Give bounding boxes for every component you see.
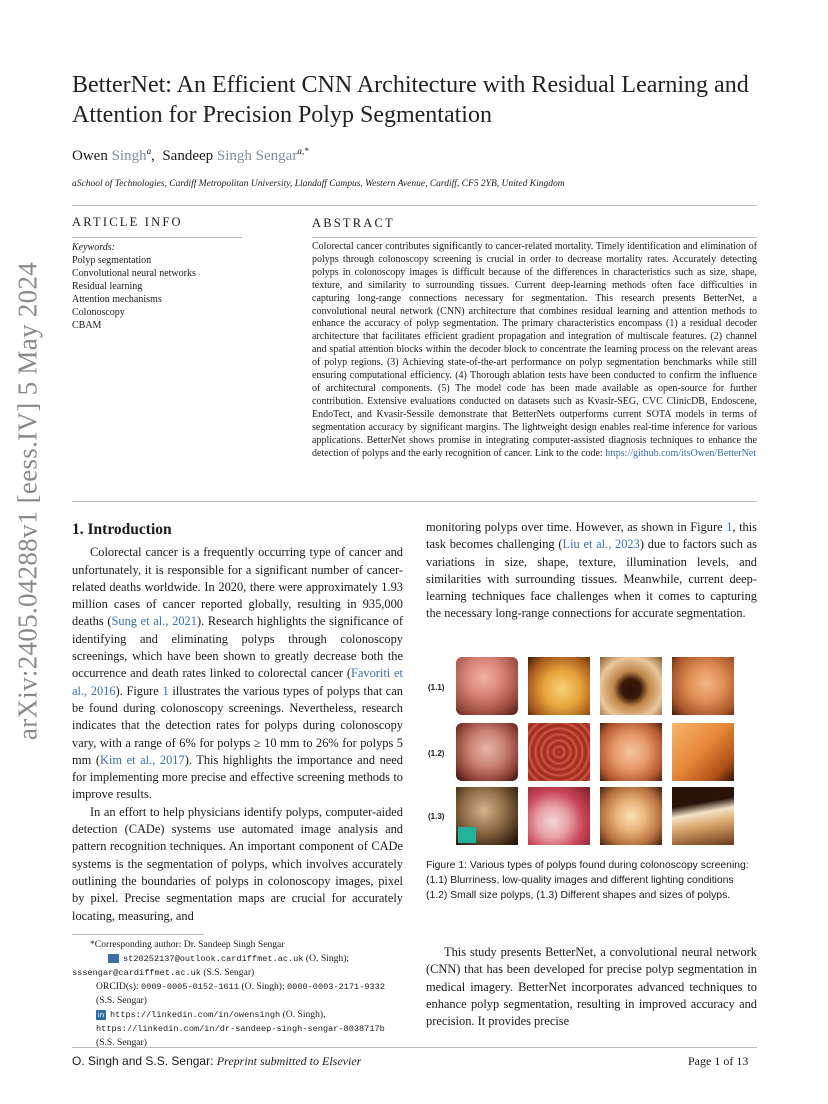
email-sandeep[interactable]: sssengar@cardiffmet.ac.uk [72,968,201,978]
linkedin-sandeep[interactable]: https://linkedin.com/in/dr-sandeep-singh-sengar-8038717b [96,1024,385,1034]
polyp-image-shape-1 [456,787,518,845]
corresponding-author: *Corresponding author: Dr. Sandeep Singh Sengar [90,939,285,950]
email-line: st20252137@outlook.cardiffmet.ac.uk (O. Singh); [72,952,403,966]
email-line-2: sssengar@cardiffmet.ac.uk (S.S. Sengar) [72,967,255,978]
author-list: Owen Singh$^a$, Sandeep Singh Sengar$^{a,*}$ [72,146,309,164]
abstract-heading: ABSTRACT [312,216,395,230]
linkedin-line: in https://linkedin.com/in/owensingh (O. Singh), https://linkedin.com/in/dr-sandeep-singh-sengar-8038717b (S.S. Sengar) [96,1009,385,1048]
intro-paragraph-3: This study presents BetterNet, a convolutional neural network (CNN) that has been developed for precise polyp segmentation in medical imagery. BetterNet incorporates advanced techniques to enhance polyp segmentation, resulting in improved accuracy and precision. It provides precise [426,945,757,1029]
citation-kim[interactable]: Kim et al., 2017 [100,752,185,767]
section-heading-introduction: 1. Introduction [72,521,172,538]
author-2-last[interactable]: Singh Sengar [216,148,298,164]
intro-paragraph-1: Colorectal cancer is a frequently occurring type of cancer and unfortunately, it is responsible for a significant number of cancer-related deaths worldwide. In 2020, there were approximately 1.93 million cases of cancer reported globally, resulting in 935,000 deaths (Sung et al., 2021). Research highlights the significance of identifying and eliminating polyps through colonoscopy screenings, which have been shown to greatly decrease both the occurrence and death rates linked to colorectal cancer (Favoriti et al., 2016). Figure 1 illustrates the various types of polyps that can be found during colonoscopy screenings. Nevertheless, research indicates that the detection rates for polyps during colonoscopy vary, with a range of 6% for polyps ≥ 10 mm to 26% for polyps 5 mm (Kim et al., 2017). This highlights the importance and need for implementing more precise and effective screening methods to improve results. [72,545,404,802]
intro-paragraph-2: In an effort to help physicians identify polyps, computer-aided detection (CADe) systems use automated image analysis and pattern recognition techniques. An important component of CADe systems is the segmentation of polyps, which involves accurately outlining the boundaries of polyps in colonoscopy images, pixel by pixel. Precise segmentation maps are crucial for accurately locating, measuring, and [72,804,403,923]
orcid-line: ORCID(s): 0009-0005-0152-1611 (O. Singh); 0000-0003-2171-9332 (S.S. Sengar) [96,981,386,1006]
author-1-sup: a [146,146,152,156]
arxiv-id: arXiv:2405.04288v1 [eess.IV] 5 May 2024 [12,261,43,741]
footnotes [72,938,403,1050]
intro-left-column [72,521,403,925]
author-1-first: Owen [72,148,108,164]
arxiv-side-stamp [6,261,50,741]
polyp-image-shape-4 [672,787,734,845]
polyp-image-lighting [528,657,590,715]
article-info-rule [72,237,242,238]
keyword-item: Colonoscopy [72,307,125,318]
keyword-item: Attention mechanisms [72,294,162,305]
keyword-item: Residual learning [72,281,143,292]
article-info-heading: ARTICLE INFO [72,215,183,229]
mail-icon [108,954,119,963]
figure-1-caption [426,858,757,904]
citation-favoriti[interactable]: Favoriti et al., 2016 [72,666,403,698]
paper-title: BetterNet: An Efficient CNN Architecture with Residual Learning and Attention for Precision Polyp Segmentation [72,72,749,128]
footer-left [72,1054,361,1069]
polyp-image-small-4 [672,723,734,781]
row-label: (1.2) [428,749,445,758]
orcid-owen[interactable]: 0009-0005-0152-1611 [141,982,240,992]
author-2-sup: a,* [297,146,309,156]
figure-ref-1[interactable]: 1 [162,683,169,698]
row-label: (1.3) [428,812,445,821]
polyp-image-small-2 [528,723,590,781]
footer-venue: Preprint submitted to Elsevier [216,1054,362,1068]
polyp-image-blurry [456,657,518,715]
page-number: Page 1 of 13 [688,1054,749,1068]
polyp-image-small-3 [600,723,662,781]
polyp-image-dark [600,657,662,715]
keyword-item: CBAM [72,320,102,331]
email-owen[interactable]: st20252137@outlook.cardiffmet.ac.uk [123,954,304,964]
linkedin-icon: in [97,1010,105,1019]
abstract-rule [312,237,757,238]
keyword-item: Polyp segmentation [72,255,152,266]
instrument-marker [458,827,476,843]
abstract-body [312,241,757,460]
caption-label: Figure 1: [426,860,468,871]
author-1-last[interactable]: Singh [111,148,147,164]
code-link[interactable]: https://github.com/itsOwen/BetterNet [605,447,757,459]
polyp-image-low-quality [672,657,734,715]
affiliation: aSchool of Technologies, Cardiff Metropolitan University, Llandaff Campus, Western Avenue, Cardiff, CF5 2YB, United Kingdom [72,179,565,189]
footer-rule [72,1047,757,1048]
orcid-sandeep[interactable]: 0000-0003-2171-9332 [287,982,386,992]
intro-right-continuation: monitoring polyps over time. However, as shown in Figure 1, this task becomes challenging (Liu et al., 2023) due to factors such as variations in size, shape, texture, illumination levels, and similarities with surrounding tissues. Meanwhile, current deep-learning techniques face challenges when it comes to capturing the necessary long-range connections for accurate segmentation. [426,520,757,621]
polyp-image-small-1 [456,723,518,781]
polyp-image-shape-2 [528,787,590,845]
citation-sung[interactable]: Sung et al., 2021 [111,614,197,629]
keywords-label: Keywords: [72,242,115,253]
abstract-text: Colorectal cancer contributes significantly to cancer-related mortality. Timely identification and elimination of polyps through colonoscopy screening is crucial in order to decrease mortality rates. Accurately detecting polyps in colonoscopy images is difficult because of the differences in characteristics such as size, shape, texture, and similarity to surrounding tissues. Current deep-learning methods often face difficulties in capturing long-range connections necessary for segmentation. This research presents BetterNet, a convolutional neural network (CNN) architecture that combines residual learning and attention methods to enhance the accuracy of polyp segmentation. The primary characteristics encompass (1) a residual decoder architecture that facilitates efficient gradient propagation and integration of multiscale features. (2) channel and spatial attention blocks within the decoder block to concentrate the learning process on the relevant areas of polyp regions. (3) Achieving state-of-the-art performance on polyp segmentation benchmarks while still ensuring computational efficiency. (4) Thorough ablation tests have been conducted to confirm the influence of architectural components. (5) The model code has been made available as open-source for further contribution. Extensive evaluations conducted on datasets such as Kvasir-SEG, CVC ClinicDB, Endoscene, EndoTect, and Kvasir-Sessile demonstrate that BetterNets outperforms current SOTA models in terms of segmentation accuracy by significant margins. The lightweight design enables real-time inference for various applications. BetterNet shows promise in integrating computer-assisted diagnosis techniques to enhance the detection of polyps and the early recognition of cancer. Link to the code: [312,241,757,459]
author-2-first: Sandeep [162,148,214,164]
footer-authors: O. Singh and S.S. Sengar: [72,1054,214,1068]
linkedin-owen[interactable]: https://linkedin.com/in/owensingh [110,1010,281,1020]
keyword-item: Convolutional neural networks [72,268,196,279]
keywords-block [72,241,196,332]
row-label: (1.1) [428,683,445,692]
footnote-rule [72,934,204,935]
figure-ref-1[interactable]: 1 [726,520,733,534]
figure-1-polyp-grid [424,655,760,845]
citation-liu[interactable]: Liu et al., 2023 [562,537,640,552]
caption-text: Various types of polyps found during colonoscopy screening: (1.1) Blurriness, low-quality images and different lighting conditions (1.2) Small size polyps, (1.3) Different shapes and sizes of polyps. [426,860,749,902]
polyp-image-shape-3 [600,787,662,845]
abstract-bottom-divider [72,501,757,502]
orcid-label: ORCID(s): [96,981,142,992]
intro-right-bottom [426,944,757,1030]
header-divider [72,205,757,206]
